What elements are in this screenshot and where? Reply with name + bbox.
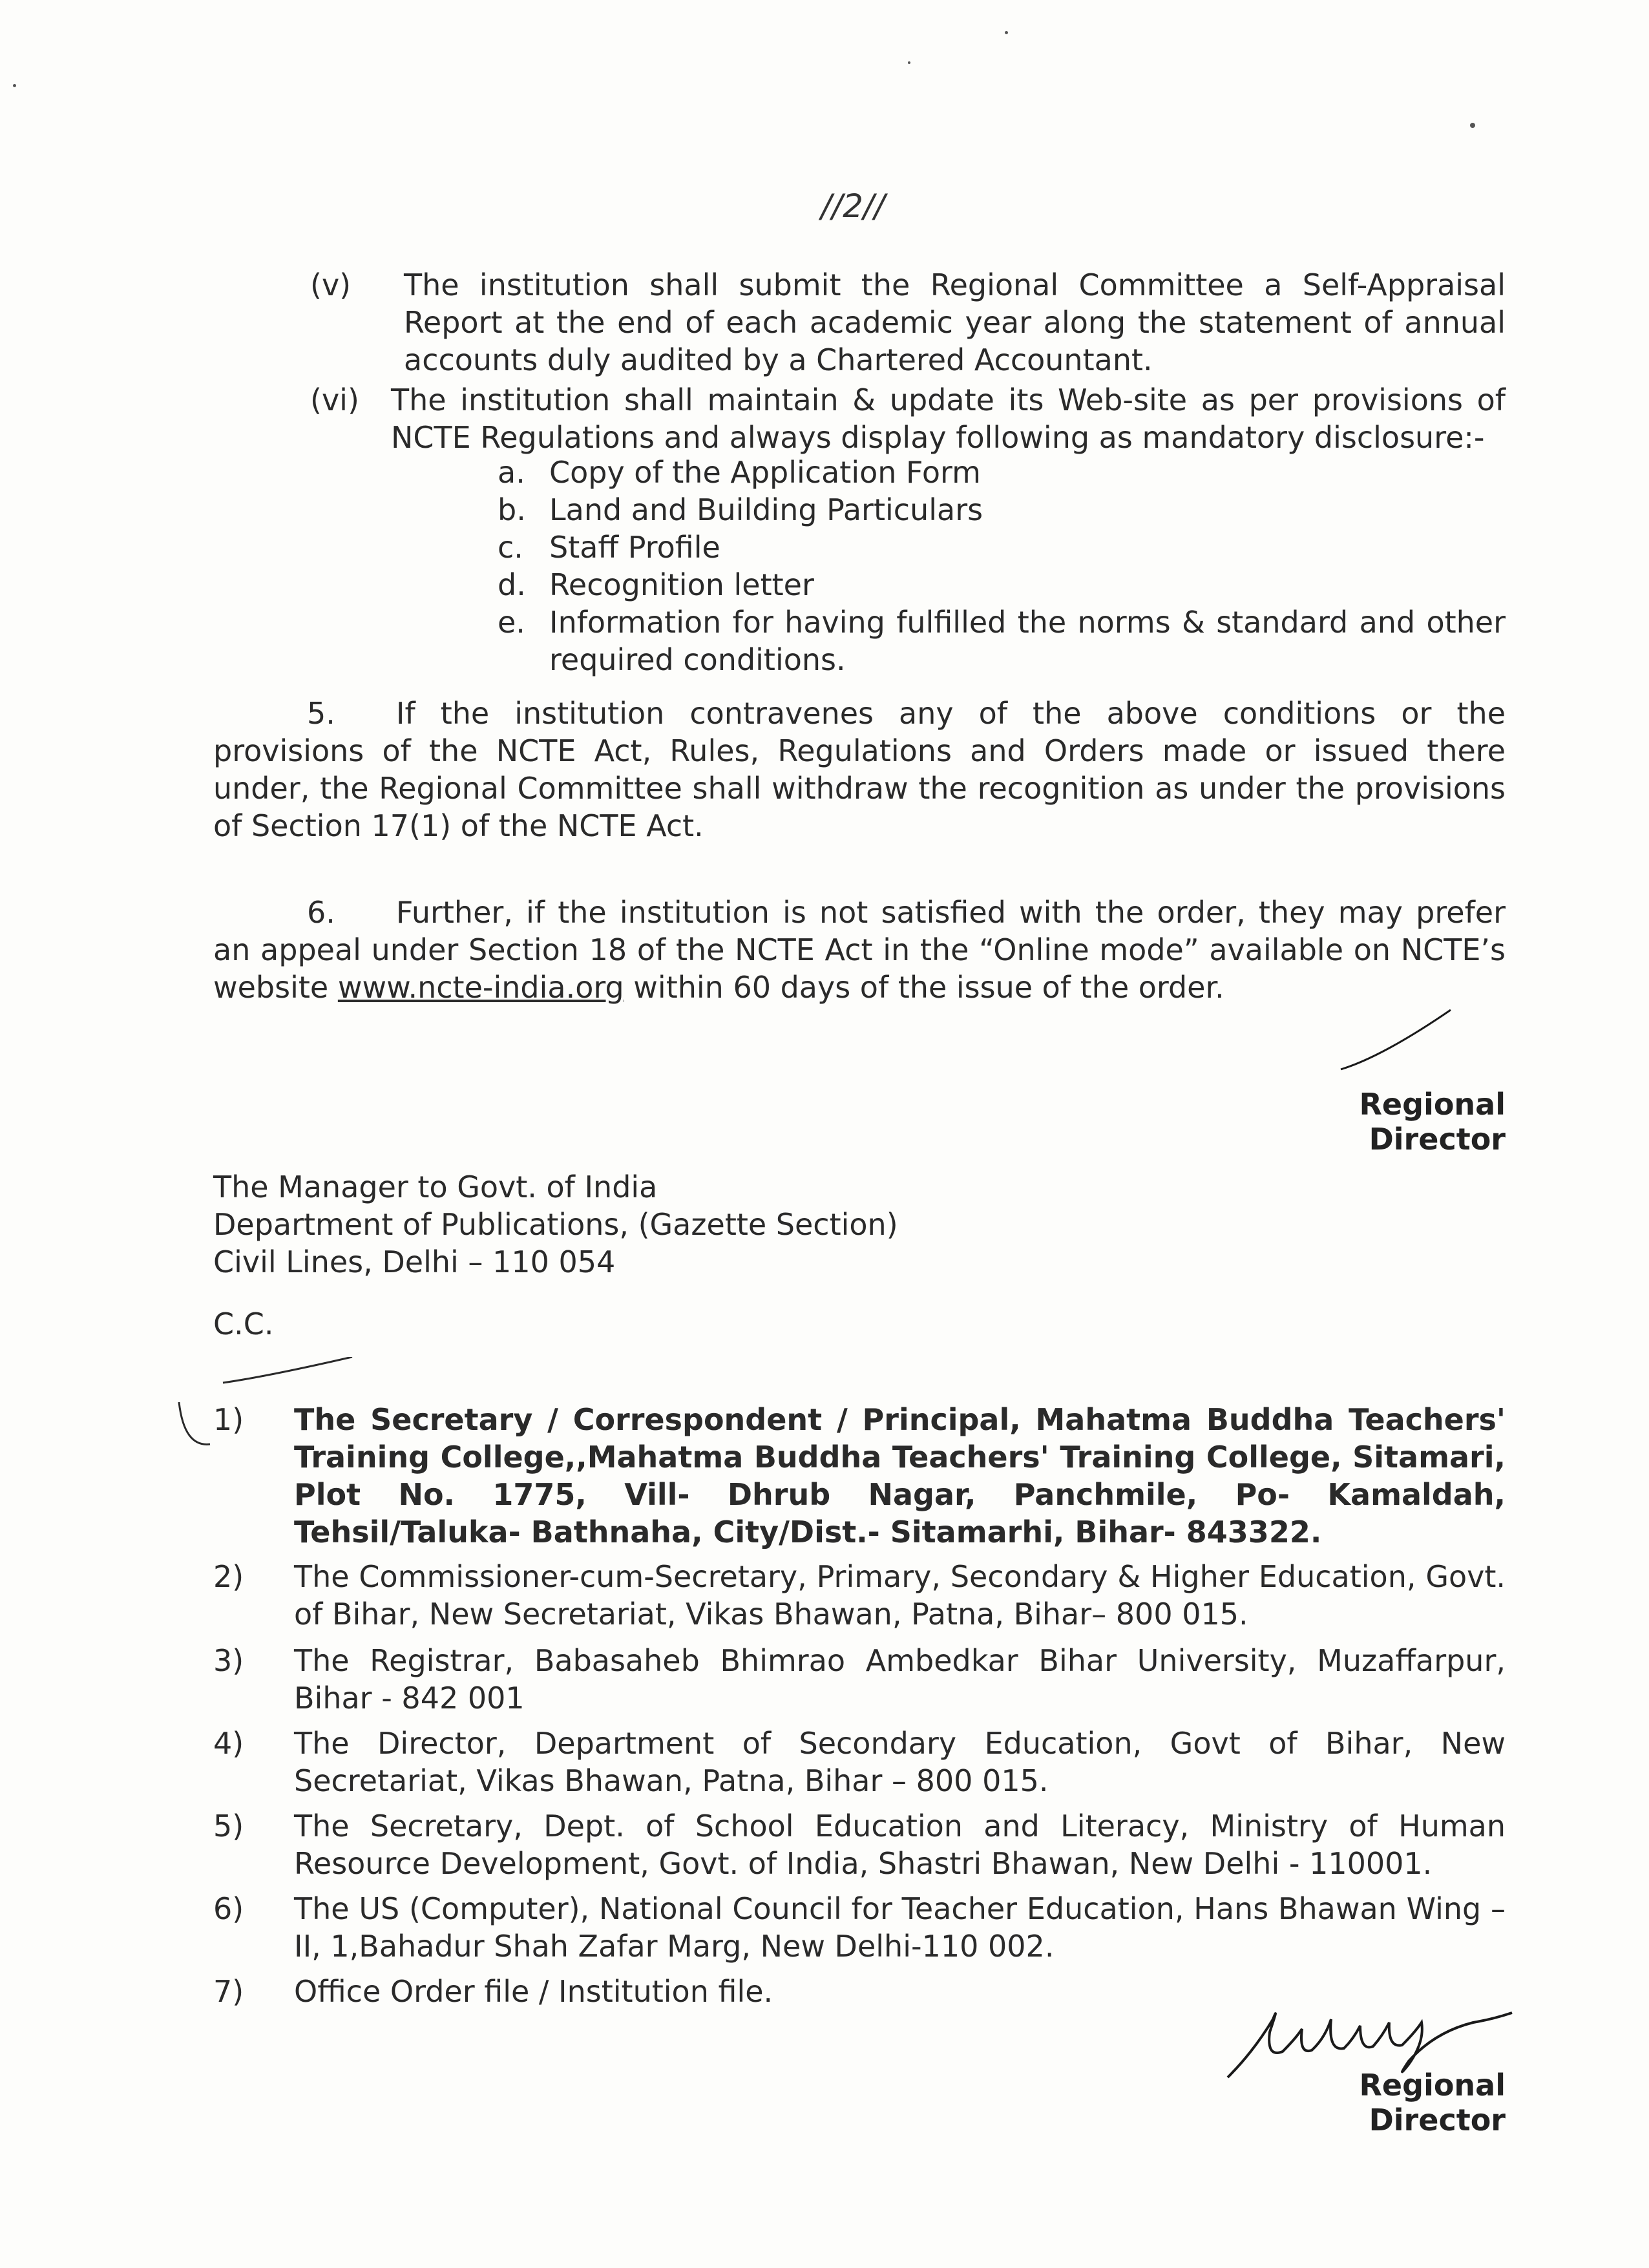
cc-item-number: 7) (213, 1974, 244, 2009)
condition-vi-mark: (vi) (310, 383, 359, 417)
paragraph-6-text: Further, if the institution is not satisfied with the order, they may prefer an appeal under Section 18 of the NCTE Act in the “Online mode” available on NCTE’s website (213, 895, 1506, 1005)
scan-speck (1005, 31, 1008, 34)
cc-item-3 (213, 1642, 1506, 1717)
list-item-mark: e. (498, 605, 525, 640)
cc-item-number: 6) (213, 1891, 244, 1926)
recipient-address (213, 1168, 898, 1281)
cc-item-text: The US (Computer), National Council for Teacher Education, Hans Bhawan Wing –II, 1,Bahadur Shah Zafar Marg, New Delhi-110 002. (294, 1891, 1506, 1964)
condition-v-mark: (v) (310, 268, 352, 302)
cc-item-6 (213, 1890, 1506, 1965)
paragraph-6-number: 6. (307, 895, 335, 930)
signature-stroke (1338, 1005, 1454, 1076)
list-item-mark: c. (498, 530, 523, 565)
list-item-mark: b. (498, 492, 526, 527)
ncte-website-link[interactable]: www.ncte-india.org (337, 970, 624, 1005)
list-item (498, 566, 1506, 604)
page-number: //2// (821, 187, 885, 225)
cc-item-1 (213, 1401, 1506, 1551)
list-item-text: Information for having fulfilled the norms & standard and other required conditions. (549, 605, 1506, 677)
scan-speck (908, 61, 910, 64)
cc-item-text: The Director, Department of Secondary Education, Govt of Bihar, New Secretariat, Vikas Bhawan, Patna, Bihar – 800 015. (294, 1726, 1506, 1798)
list-item-mark: a. (498, 455, 525, 490)
condition-vi-text: The institution shall maintain & update its Web-site as per provisions of NCTE Regulations and always display following as mandatory disclosure:- (391, 383, 1506, 455)
list-item-text: Land and Building Particulars (549, 492, 983, 527)
list-item (498, 604, 1506, 678)
paragraph-6 (213, 894, 1506, 1006)
cc-item-number: 4) (213, 1726, 244, 1761)
cc-item-4 (213, 1725, 1506, 1800)
cc-item-text: Office Order file / Institution file. (294, 1974, 773, 2009)
scan-speck (1470, 123, 1475, 128)
cc-item-number: 1) (213, 1402, 244, 1437)
cc-item-number: 5) (213, 1809, 244, 1843)
cc-item-text: The Secretary, Dept. of School Education and Literacy, Ministry of Human Resource Development, Govt. of India, Shastri Bhawan, New Delhi - 110001. (294, 1809, 1506, 1881)
cc-item-2 (213, 1558, 1506, 1633)
cc-label: C.C. (213, 1307, 274, 1341)
list-item (498, 454, 1506, 491)
cc-item-number: 3) (213, 1643, 244, 1678)
list-item-text: Copy of the Application Form (549, 455, 981, 490)
paragraph-5 (213, 695, 1506, 845)
regional-director-signatory-final: Regional Director (1359, 2068, 1506, 2137)
scan-speck (13, 84, 16, 87)
list-item (498, 529, 1506, 566)
address-line: The Manager to Govt. of India (213, 1170, 658, 1204)
paragraph-5-number: 5. (307, 696, 335, 731)
list-item-text: Staff Profile (549, 530, 720, 565)
list-item-text: Recognition letter (549, 567, 814, 602)
cc-item-number: 2) (213, 1559, 244, 1594)
disclosure-list (498, 454, 1506, 678)
condition-v-text: The institution shall submit the Regional Committee a Self-Appraisal Report at the end of each academic year along the statement of annual accounts duly audited by a Chartered Accountant. (404, 268, 1506, 377)
regional-director-signatory: Regional Director (1359, 1087, 1506, 1157)
cc-item-text: The Commissioner-cum-Secretary, Primary, Secondary & Higher Education, Govt. of Bihar, New Secretariat, Vikas Bhawan, Patna, Bihar– 800 015. (294, 1559, 1506, 1632)
address-line: Civil Lines, Delhi – 110 054 (213, 1244, 616, 1279)
cc-item-text: The Registrar, Babasaheb Bhimrao Ambedkar Bihar University, Muzaffarpur, Bihar - 842 001 (294, 1643, 1506, 1716)
cc-item-5 (213, 1807, 1506, 1882)
list-item-mark: d. (498, 567, 526, 602)
list-item (498, 491, 1506, 529)
address-line: Department of Publications, (Gazette Section) (213, 1207, 898, 1242)
paragraph-5-text: If the institution contravenes any of the above conditions or the provisions of the NCTE Act, Rules, Regulations and Orders made or issued there under, the Regional Committee shall withdraw the recognition as under the provisions of Section 17(1) of the NCTE Act. (213, 696, 1506, 843)
cc-item-text: The Secretary / Correspondent / Principal, Mahatma Buddha Teachers' Training College,,Mahatma Buddha Teachers' Training College, Sitamari, Plot No. 1775, Vill- Dhrub Nagar, Panchmile, Po- Kamaldah, Tehsil/Taluka- Bathnaha, City/Dist.- Sitamarhi, Bihar- 843322. (294, 1402, 1506, 1549)
paragraph-6-text-end: within 60 days of the issue of the order. (633, 970, 1224, 1005)
